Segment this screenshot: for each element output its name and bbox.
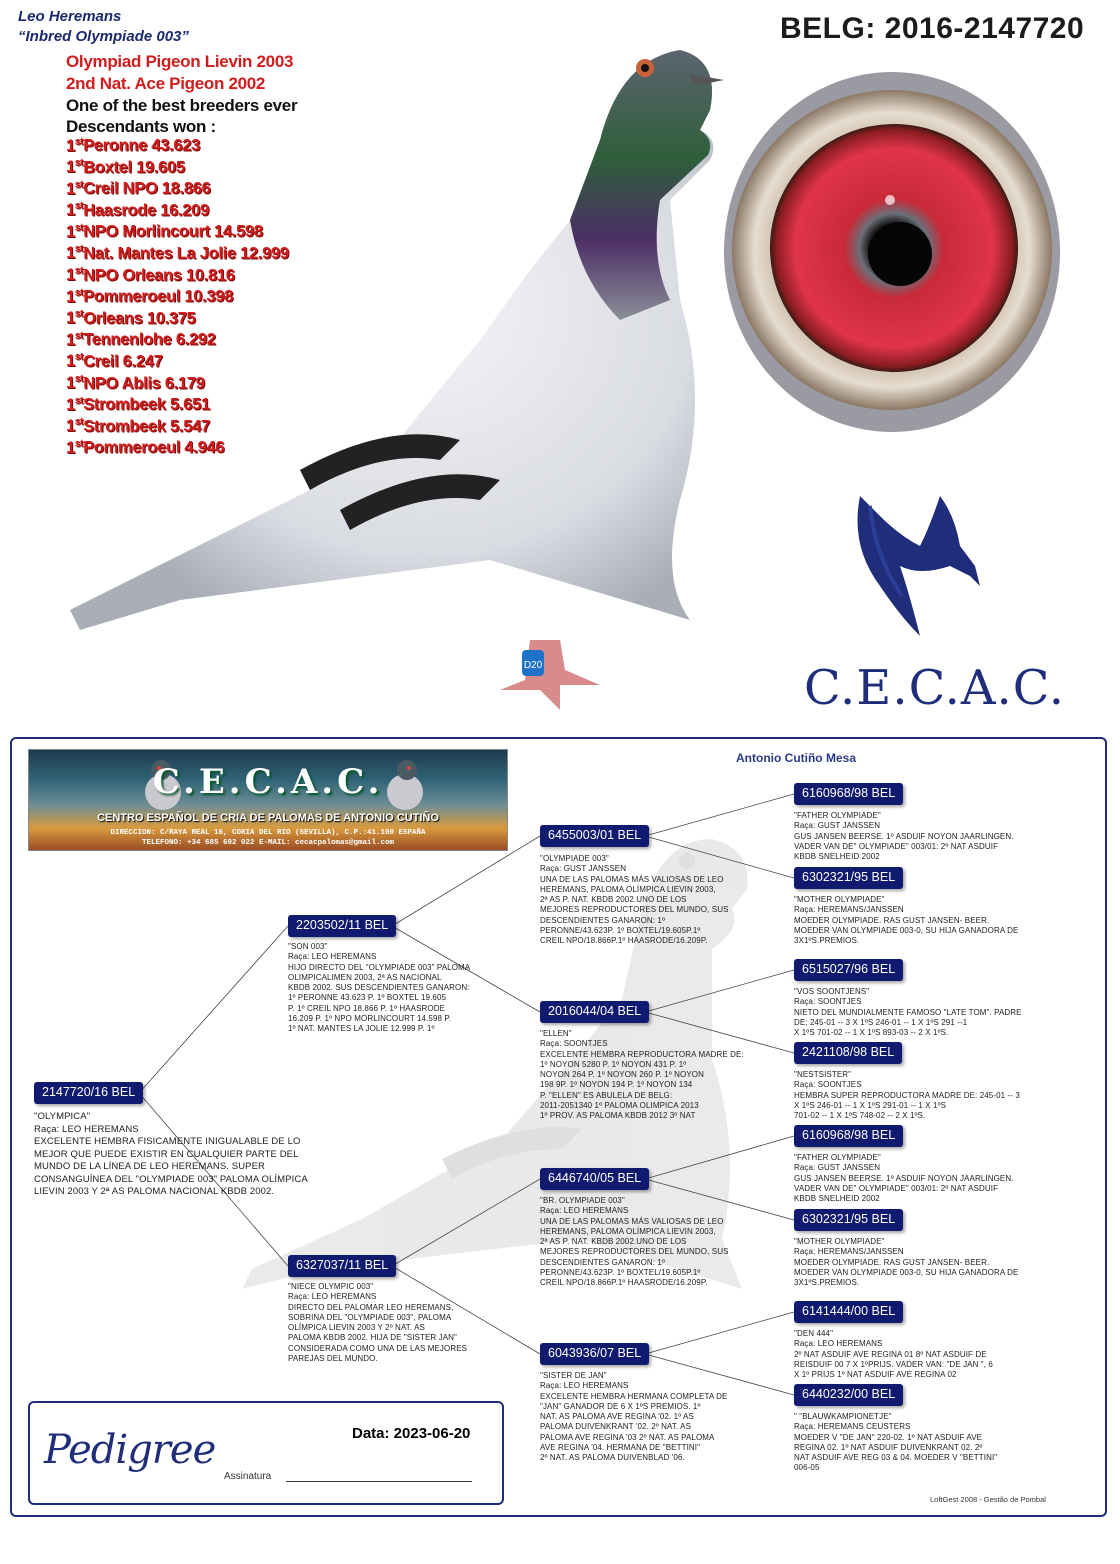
pedigree-bird-info [794,1070,1034,1121]
pedigree-bird-info [794,1153,1034,1204]
pedigree-ring-box: 6302321/95 BEL [794,1209,903,1231]
pedigree-bird-info [540,854,760,947]
pedigree-ring-box: 6440232/00 BEL [794,1384,903,1406]
pedigree-ring-box: 6446740/05 BEL [540,1168,649,1190]
win-text: NPO Orleans 10.816 [83,266,235,285]
pedigree-bird-info [794,811,1034,862]
pigeon-nickname: “Inbred Olympiade 003” [18,28,189,45]
win-place: 1st [66,308,84,328]
pedigree-bird-notes: "VOS SOONTJENS" Raça: SOONTJES NIETO DEL MUNDIALMENTE FAMOSO "LATE TOM". PADRE DE: 245-01 -- 3 X 1ºS 246-01 -- 1 X 1ºS 291 --1 X 1ºS 701-02 -- 1 X 1ºS 893-03 -- 2 X 1ºS. [794,987,1022,1038]
pedigree-bird-notes: " "BLAUWKAMPIONETJE" Raça: HEREMANS CEUSTERS MOEDER V "DE JAN" 220-02. 1º NAT ASDUIF AVE REGINA 02. 1º NAT ASDUIF DUIVENKRANT 02. 2º NAT ASDUIF AVE REG 03 & 04. MOEDER V "BETTINI" 006-05 [794,1412,998,1473]
win-place: 1st [66,438,84,457]
breeder-name: Leo Heremans [18,8,122,25]
pedigree-ring-box: 6160968/98 BEL [794,1125,903,1147]
win-place: 1st [66,222,84,241]
win-text: Tennenlohe 6.292 [83,330,216,349]
pedigree-bird-notes: "MOTHER OLYMPIADE" Raça: HEREMANS/JANSSEN MOEDER OLYMPIADE. RAS GUST JANSEN- BEER. MOEDER VAN OLYMPIADE 003-0, SU HIJA GANADORA DE 3X1ºS.PREMIOS. [794,895,1019,946]
win-text: NPO Morlincourt 14.598 [83,222,263,241]
win-text: Pommeroeul 10.398 [83,287,234,306]
pedigree-ring-box: 6515027/96 BEL [794,959,903,981]
pedigree-connector [139,926,288,1093]
pedigree-bird-notes: "NESTSISTER" Raça: SOONTJES HEMBRA SUPER REPRODUCTORA MADRE DE: 245-01 -- 3 X 1ºS 246-01 -- 1 X 1ºS 291-01 -- 1 X 1ºS 701-02 -- 1 X 1ºS 748-02 -- 2 X 1ºS. [794,1070,1020,1121]
banner-phone-email: TELEFONO: +34 685 692 022 E-MAIL: cecacpalomas@gmail.com [141,839,395,847]
pedigree-bird-notes: "ELLEN" Raça: SOONTJES EXCELENTE HEMBRA REPRODUCTORA MADRE DE: 1º NOYON 5280 P. 1º NOYON 431 P. 1º NOYON 264 P. 1º NOYON 260 P. 1º NOYON 198 9P. 1º NOYON 194 P. 1º NOYON 134 P. "ELLEN" ES ABULELA DE BELG: 2011-2051340 1º PALOMA OLIMPICA 2013 1º PROV. AS PALOMA KBDB 2012 3º NAT [540,1029,744,1121]
win-place: 1st [66,265,84,285]
win-text: Haasrode 16.209 [83,201,209,220]
pedigree-connector [645,794,794,836]
pedigree-bird-notes: "FATHER OLYMPIADE" Raça: GUST JANSSEN GUS JANSEN BEERSE. 1º ASDUIF NOYON JAARLINGEN. VADER VAN DE" OLYMPIADE" 003/01: 2º NAT ASDUIF KBDB SNELHEID 2002 [794,811,1014,862]
win-place: 1st [66,179,84,198]
win-place: 1st [66,136,84,155]
pedigree-bird-notes: "SISTER DE JAN" Raça: LEO HEREMANS EXCELENTE HEMBRA HERMANA COMPLETA DE "JAN" GANADOR DE 6 X 1ºS PREMIOS. 1º NAT. AS PALOMA AVE REGINA '02. 1º AS PALOMA DUIVENKRANT '02. 2º NAT. AS PALOMA AVE REGINA '03 2º NAT. AS PALOMA AVE REGINA '04. HERMANA DE "BETTINI" 2º NAT. AS PALOMA DUIVENBLAD '06. [540,1371,728,1463]
win-text: Creil NPO 18.866 [83,179,211,198]
pedigree-bird-info [794,987,1034,1038]
pedigree-bird-notes: "OLYMPIADE 003" Raça: GUST JANSSEN UNA DE LAS PALOMAS MÁS VALIOSAS DE LEO HEREMANS, PALOMA OLÍMPICA LIEVIN 2003, 2ª AS P. NAT. KBDB 2002.UNO DE LOS MEJORES REPRODUCTORES DEL MUNDO, SUS DESCENDIENTES GANARON: 1º PERONNE/43.623P. 1º BOXTEL/19.605P.1º CREIL NPO/18.866P.1º HAASRODE/16.209P. [540,854,729,946]
leg-band-number: D20 [523,660,543,671]
pedigree-bird-info [288,942,508,1035]
pedigree-bird-notes: "NIECE OLYMPIC 003" Raça: LEO HEREMANS DIRECTO DEL PALOMAR LEO HEREMANS, SOBRINA DEL "OLYMPIADE 003", PALOMA OLÍMPICA LIEVIN 2003 Y 2º NAT. AS PALOMA KBDB 2002. HIJA DE "SISTER JAN" CONSIDERADA COMO UNA DE LAS MEJORES PAREJAS DEL MUNDO. [288,1282,468,1364]
cecac-dove-logo-icon [840,476,990,646]
win-text: NPO Ablis 6.179 [83,374,205,393]
win-text: Strombeek 5.547 [83,417,210,436]
achievement-best-breeder: One of the best breeders ever [66,96,298,115]
software-footer: LoftGest 2008 - Gestão de Pombal [930,1495,1046,1504]
win-text: Strombeek 5.651 [83,395,210,414]
signature-box [28,1401,504,1505]
win-text: Creil 6.247 [83,352,163,371]
descendants-heading: Descendants won : [66,117,216,136]
win-place: 1st [66,287,84,306]
pedigree-bird-info [794,895,1034,946]
win-text: Boxtel 19.605 [83,158,185,177]
pedigree-bird-info [540,1371,760,1464]
pedigree-ring-box: 6043936/07 BEL [540,1343,649,1365]
achievement-ace: 2nd Nat. Ace Pigeon 2002 [66,74,266,93]
win-text: Orleans 10.375 [83,309,196,328]
pedigree-connector [392,1179,540,1266]
pigeon-poster [0,0,1120,730]
pedigree-connector [392,836,540,926]
pedigree-bird-notes: "SON 003" Raça: LEO HEREMANS HIJO DIRECTO DEL "OLYMPIADE 003" PALOMA OLIMPICALIMEN 2003, 2ª AS NACIONAL KBDB 2002. SUS DESCENDIENTES GANARON: 1º PERONNE 43.623 P. 1º BOXTEL 19.605 P. 1º CREIL NPO 18.866 P. 1º HAASRODE 16.209 P. 1º NPO MORLINCOURT 14.598 P. 1º NAT. MANTES LA JOLIE 12.999 P. 1º [288,942,471,1034]
win-place: 1st [66,200,84,220]
win-place: 1st [66,373,84,393]
pedigree-bird-info [794,1237,1034,1288]
pedigree-ring-box: 6302321/95 BEL [794,867,903,889]
pedigree-panel [10,737,1107,1517]
pedigree-ring-box: 6327037/11 BEL [288,1255,396,1277]
pedigree-ring-box: 2147720/16 BEL [34,1082,143,1104]
pedigree-bird-info [34,1111,344,1199]
pedigree-bird-info [794,1412,1034,1474]
signature-line [286,1481,472,1482]
pedigree-bird-info [794,1329,1034,1380]
win-text: Pommeroeul 4.946 [83,438,225,457]
banner-subtitle: CENTRO ESPAÑOL DE CRIA DE PALOMAS DE ANTONIO CUTIÑO [97,812,439,824]
ring-number-title: BELG: 2016-2147720 [780,12,1085,45]
owner-name: Antonio Cutiño Mesa [736,751,856,765]
pedigree-ring-box: 2421108/98 BEL [794,1042,902,1064]
pedigree-connector [645,970,794,1012]
win-place: 1st [66,157,84,177]
pedigree-date: Data: 2023-06-20 [352,1425,471,1442]
pedigree-ring-box: 6455003/01 BEL [540,825,649,847]
win-place: 1st [66,351,84,371]
pedigree-ring-box: 6141444/00 BEL [794,1301,903,1323]
pedigree-script-title: Pedigree [44,1427,216,1473]
win-place: 1st [66,330,84,349]
win-place: 1st [66,416,84,436]
pedigree-bird-notes: "FATHER OLYMPIADE" Raça: GUST JANSSEN GUS JANSEN BEERSE. 1º ASDUIF NOYON JAARLINGEN. VADER VAN DE" OLYMPIADE" 003/01: 2º NAT ASDUIF KBDB SNELHEID 2002 [794,1153,1014,1204]
pedigree-bird-notes: "DEN 444" Raça: LEO HEREMANS 2º NAT ASDUIF AVE REGINA 01 8º NAT ASDUIF DE REISDUIF 00 7 X 1ºPRIJS. VADER VAN: "DE JAN ", 6 X 1º PRIJS 1º NAT ASDUIF AVE REGINA 02 [794,1329,993,1380]
pedigree-bird-notes: "BR. OLYMPIADE 003" Raça: LEO HEREMANS UNA DE LAS PALOMAS MÁS VALIOSAS DE LEO HEREMANS, PALOMA OLÍMPICA LIEVIN 2003, 2ª AS P. NAT. KBDB 2002.UNO DE LOS MEJORES REPRODUCTORES DEL MUNDO, SUS DESCENDIENTES GANARON: 1º PERONNE/43.623P. 1º BOXTEL/19.605P.1º CREIL NPO/18.866P.1º HAASRODE/16.209P. [540,1196,729,1288]
achievement-olympiad: Olympiad Pigeon Lievin 2003 [66,52,294,71]
pedigree-bird-info [288,1282,508,1364]
pedigree-bird-info [540,1029,780,1122]
pedigree-bird-notes: "MOTHER OLYMPIADE" Raça: HEREMANS/JANSSEN MOEDER OLYMPIADE. RAS GUST JANSEN- BEER. MOEDER VAN OLYMPIADE 003-0, SU HIJA GANADORA DE 3X1ºS.PREMIOS. [794,1237,1019,1288]
pedigree-ring-box: 6160968/98 BEL [794,783,903,805]
pedigree-bird-info [540,1196,760,1289]
pedigree-connector [645,1312,794,1354]
win-text: Peronne 43.623 [83,136,201,155]
pedigree-connector [645,1136,794,1179]
win-place: 1st [66,243,84,263]
pedigree-ring-box: 2203502/11 BEL [288,915,396,937]
pigeon-photo [60,20,740,720]
cecac-logo-text: C.E.C.A.C. [804,660,1066,716]
pedigree-ring-box: 2016044/04 BEL [540,1001,649,1023]
banner-address: DIRECCION: C/RAYA REAL 16, CORIA DEL RIO (SEVILLA), C.P.:41.100 ESPAÑA [110,829,426,837]
pedigree-bird-notes: "OLYMPICA" Raça: LEO HEREMANS EXCELENTE HEMBRA FISICAMENTE INIGUALABLE DE LO MEJOR QUE PUEDE EXISTIR EN CUALQUIER PARTE DEL MUNDO DE LA LÍNEA DE LEO HEREMANS. SUPER CONSANGUÍNEA DEL "OLYMPIADE 003" PALOMA OLÍMPICA LIEVIN 2003 Y 2ª AS PALOMA NACIONAL KBDB 2002. [34,1111,308,1197]
win-text: Nat. Mantes La Jolie 12.999 [83,244,289,263]
win-place: 1st [66,395,84,414]
banner-title: C.E.C.A.C. [152,762,384,802]
signature-label: Assinatura [224,1471,272,1482]
pigeon-eye-photo [722,70,1062,440]
